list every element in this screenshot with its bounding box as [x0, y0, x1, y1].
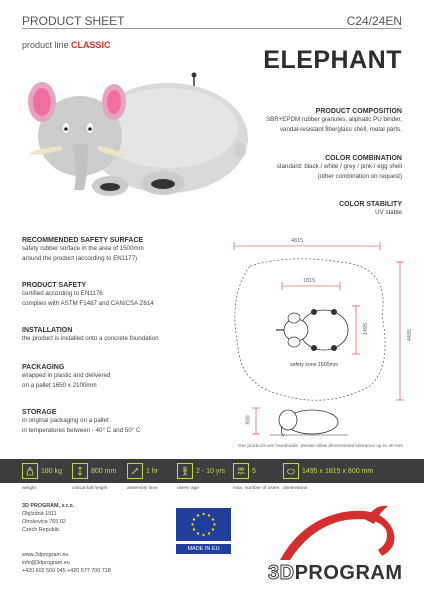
product-code: C24/24EN	[346, 14, 402, 28]
brand-swoosh-icon	[262, 496, 412, 566]
color-heading: COLOR COMBINATION	[325, 155, 402, 162]
dim-outer-width: 4815	[291, 238, 304, 244]
composition-line: SBR+EPDM rubber granules, aliphatic PU binder,	[265, 116, 402, 123]
brand-suffix: PROGRAM	[294, 562, 403, 584]
header-divider	[22, 28, 402, 29]
product-safety	[22, 282, 222, 308]
storage-heading: STORAGE	[22, 409, 57, 416]
product-safety-line: certified according to EN1176	[22, 290, 103, 297]
made-in-eu-badge: MADE IN EU	[176, 544, 231, 554]
spec-fall-height	[72, 461, 116, 481]
spec-value: 1 hr	[146, 467, 159, 475]
color-combination	[202, 155, 402, 181]
product-safety-line: complies with ASTM F1487 and CAN/CSA Z614	[22, 299, 154, 307]
spec-value: 1495 x 1815 x 800 mm	[302, 467, 374, 475]
brand-logo	[268, 562, 403, 585]
contact-block	[22, 551, 111, 575]
handmade-note: Our products are handmade, please allow dimensional tolerance up to 40 mm	[238, 444, 404, 449]
safety-zone-label: safety zone 1500mm	[290, 362, 339, 368]
spec-age	[177, 461, 225, 481]
stability-line: UV stable	[375, 209, 402, 216]
safety-surface	[22, 237, 222, 263]
color-line: standard: black / white / grey / pink / egg shell	[276, 163, 402, 170]
color-line: (other combination on request)	[317, 172, 402, 180]
spec-label: users' age	[177, 486, 199, 491]
installation-line: the product is installed onto a concrete foundation	[22, 335, 159, 342]
color-stability	[202, 201, 402, 218]
company-address-line: Czech Republic	[22, 527, 60, 533]
company-address-line: Otrokovice 765 02	[22, 519, 66, 525]
safety-surface-line: around the product (according to EN1177)	[22, 254, 138, 262]
product-safety-heading: PRODUCT SAFETY	[22, 282, 87, 289]
spec-label: assembly time	[127, 486, 158, 491]
spec-weight	[22, 461, 62, 481]
product-line-name: CLASSIC	[71, 40, 111, 50]
packaging-line: wrapped in plastic and delivered	[22, 372, 111, 379]
storage	[22, 409, 222, 435]
packaging-line: on a pallet 1650 x 2100mm	[22, 381, 97, 389]
storage-line: in temperatures between - 40° C and 50° C	[22, 426, 141, 434]
users-icon	[233, 463, 249, 479]
company-email[interactable]: info@3dprogram.eu	[22, 560, 70, 566]
spec-users	[233, 461, 256, 481]
child-icon	[177, 463, 193, 479]
spec-bar	[0, 459, 424, 483]
spec-assembly	[127, 461, 158, 481]
composition-line: vandal-resistant fiberglass shell, metal parts,	[279, 125, 402, 133]
safety-surface-heading: RECOMMENDED SAFETY SURFACE	[22, 237, 144, 244]
safety-surface-line: safety rubber surface in the area of 1500mm	[22, 245, 144, 252]
dim-side-height: 800	[245, 415, 252, 425]
eu-flag	[176, 508, 231, 541]
spec-value: 800 mm	[91, 467, 117, 475]
installation-heading: INSTALLATION	[22, 327, 73, 334]
spec-label: max. number of users	[233, 486, 280, 491]
product-line	[22, 40, 111, 50]
assembly-icon	[127, 463, 143, 479]
packaging-heading: PACKAGING	[22, 364, 65, 371]
company-block	[22, 502, 74, 534]
product-name: ELEPHANT	[263, 46, 402, 74]
dim-inner-width: 1815	[303, 278, 316, 284]
product-composition	[202, 108, 402, 134]
product-line-label: product line	[22, 40, 69, 50]
stability-heading: COLOR STABILITY	[339, 201, 402, 208]
company-address-line: Objízdná 1911	[22, 511, 57, 517]
spec-value: 2 - 10 yrs	[196, 467, 226, 475]
spec-label: critical fall height	[72, 486, 108, 491]
spec-label: dimensions	[283, 486, 308, 491]
composition-heading: PRODUCT COMPOSITION	[315, 108, 402, 115]
brand-prefix: 3D	[268, 562, 295, 584]
dim-inner-height: 1495	[363, 322, 370, 336]
company-phones: +420 602 500 045 +420 577 700 718	[22, 568, 111, 574]
spec-label: weight	[22, 486, 36, 491]
spec-value: 180 kg	[41, 467, 63, 475]
sheet-title: PRODUCT SHEET	[22, 14, 125, 28]
dimensions-icon	[283, 463, 299, 479]
dimension-diagram	[230, 236, 415, 446]
packaging	[22, 364, 222, 390]
installation	[22, 327, 222, 344]
company-name: 3D PROGRAM, s.r.o.	[22, 503, 75, 509]
weight-icon	[22, 463, 38, 479]
dim-outer-height: 4495	[407, 328, 414, 342]
fall-height-icon	[72, 463, 88, 479]
storage-line: in original packaging on a pallet	[22, 417, 109, 424]
spec-value: 5	[252, 467, 256, 475]
spec-dimensions	[283, 461, 373, 481]
company-web[interactable]: www.3dprogram.eu	[22, 552, 69, 558]
